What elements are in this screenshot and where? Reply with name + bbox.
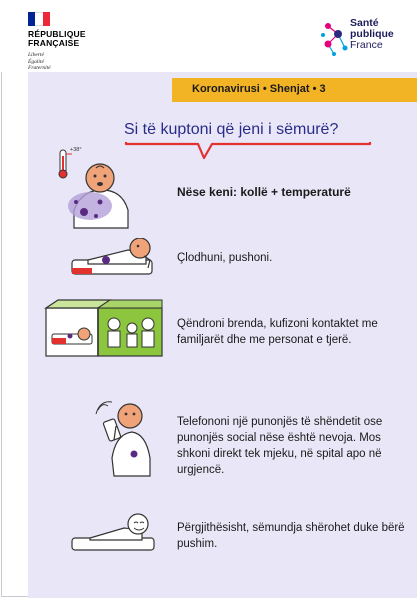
rf-motto-3: Fraternité [28, 65, 51, 71]
rf-name-line2: FRANÇAISE [28, 38, 80, 48]
person-phone-icon [94, 398, 156, 478]
section-call-text: Telefononi një punonjës të shëndetit ose punonjës social nëse është nevoja. Mos shkoni direkt tek mjeku, në spital apo në urgjencë. [177, 416, 383, 476]
sp-name-line2: publique [350, 28, 394, 40]
banner-text: Koronavirusi • Shenjat • 3 [192, 83, 326, 95]
rf-name-line1: RÉPUBLIQUE [28, 29, 86, 39]
rf-motto-1: Liberté [28, 52, 44, 58]
page-title: Si të kuptoni që jeni i sëmurë? [124, 121, 339, 138]
header [0, 0, 420, 72]
french-flag-icon [28, 12, 50, 26]
sante-publique-dots-icon [320, 18, 350, 58]
section-rest-text: Çlodhuni, pushoni. [177, 252, 273, 264]
section-symptoms-text: Nëse keni: kollë + temperaturë [177, 185, 351, 199]
topic-banner [172, 78, 417, 102]
republique-francaise-logo [28, 12, 108, 72]
rf-motto-2: Égalité [28, 58, 44, 65]
isolated-room-icon [44, 298, 164, 360]
section-recovery-text: Përgjithësisht, sëmundja shërohet duke bërë pushim. [177, 522, 405, 550]
sp-name-line1: Santé [350, 17, 379, 29]
resting-person-icon [68, 238, 160, 280]
section-isolate-text: Qëndroni brenda, kufizoni kontaktet me familjarët dhe me personat e tjerë. [177, 318, 378, 346]
sante-publique-logo [320, 18, 410, 64]
recovering-person-icon [68, 510, 160, 556]
sick-person-thermometer-icon [52, 148, 142, 230]
sp-name-line3: France [350, 39, 383, 51]
thermometer-label: +38° [70, 147, 82, 153]
